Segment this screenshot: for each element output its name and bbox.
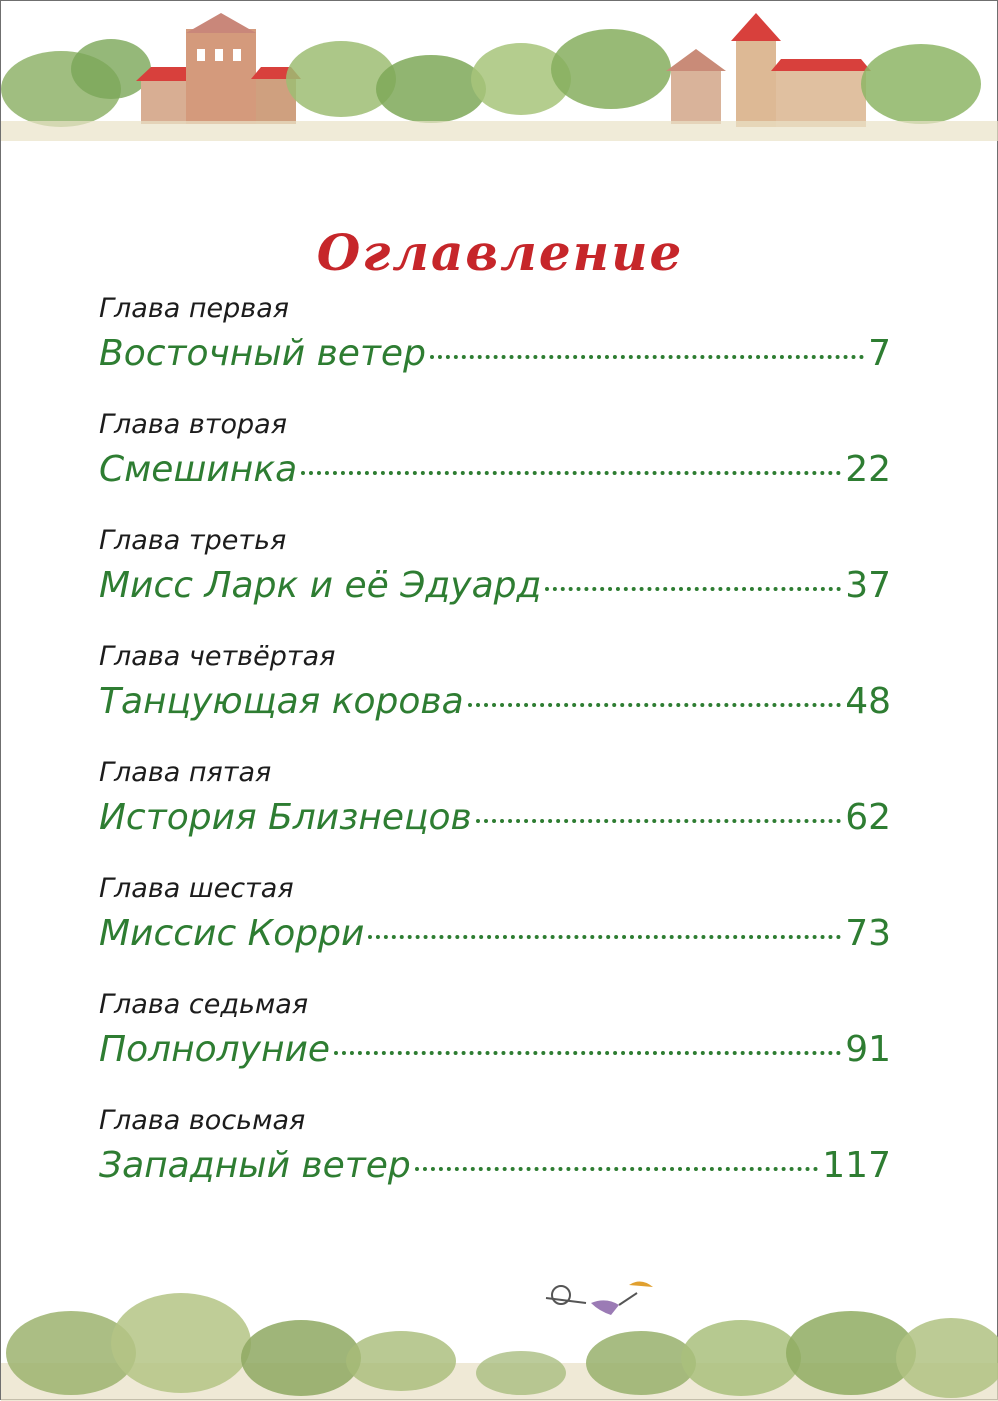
toc-entry[interactable] — [99, 1105, 891, 1221]
toc-entry-line — [99, 449, 891, 490]
flying-figure-icon — [546, 1281, 653, 1315]
page-number: 91 — [845, 1029, 891, 1070]
toc-entry[interactable] — [99, 525, 891, 641]
chapter-label: Глава первая — [99, 293, 289, 324]
dot-leader — [334, 1051, 841, 1055]
toc-entry[interactable] — [99, 873, 891, 989]
toc-entry-line — [99, 797, 891, 838]
chapter-label: Глава шестая — [99, 873, 294, 904]
trees-illustration — [1, 1263, 998, 1401]
chapter-title: Западный ветер — [99, 1145, 411, 1186]
chapter-label: Глава третья — [99, 525, 287, 556]
page-number: 73 — [845, 913, 891, 954]
toc-entry[interactable] — [99, 757, 891, 873]
chapter-title: Восточный ветер — [99, 333, 426, 374]
page-number: 7 — [868, 333, 891, 374]
dot-leader — [545, 587, 841, 591]
chapter-title: Танцующая корова — [99, 681, 464, 722]
toc-entry[interactable] — [99, 293, 891, 409]
chapter-title: Полнолуние — [99, 1029, 331, 1070]
page-number: 48 — [845, 681, 891, 722]
toc-entry[interactable] — [99, 989, 891, 1105]
page-title: Оглавление — [316, 222, 684, 282]
chapter-label: Глава вторая — [99, 409, 287, 440]
chapter-title: Мисс Ларк и её Эдуард — [99, 565, 542, 606]
toc-entry-line — [99, 681, 891, 722]
chapter-label: Глава восьмая — [99, 1105, 306, 1136]
toc-entry-line — [99, 565, 891, 606]
table-of-contents — [99, 293, 891, 1221]
chapter-title: История Близнецов — [99, 797, 472, 838]
page-number: 37 — [845, 565, 891, 606]
dot-leader — [415, 1167, 819, 1171]
chapter-label: Глава пятая — [99, 757, 272, 788]
page-number: 62 — [845, 797, 891, 838]
toc-entry[interactable] — [99, 641, 891, 757]
village-illustration — [1, 9, 998, 141]
toc-entry-line — [99, 1145, 891, 1186]
chapter-title: Миссис Корри — [99, 913, 365, 954]
page-number: 117 — [822, 1145, 891, 1186]
chapter-label: Глава седьмая — [99, 989, 309, 1020]
dot-leader — [430, 355, 864, 359]
dot-leader — [476, 819, 841, 823]
toc-entry-line — [99, 913, 891, 954]
toc-entry[interactable] — [99, 409, 891, 525]
dot-leader — [468, 703, 841, 707]
toc-entry-line — [99, 333, 891, 374]
toc-entry-line — [99, 1029, 891, 1070]
chapter-title: Смешинка — [99, 449, 298, 490]
chapter-label: Глава четвёртая — [99, 641, 336, 672]
page-number: 22 — [845, 449, 891, 490]
dot-leader — [368, 935, 841, 939]
dot-leader — [301, 471, 841, 475]
